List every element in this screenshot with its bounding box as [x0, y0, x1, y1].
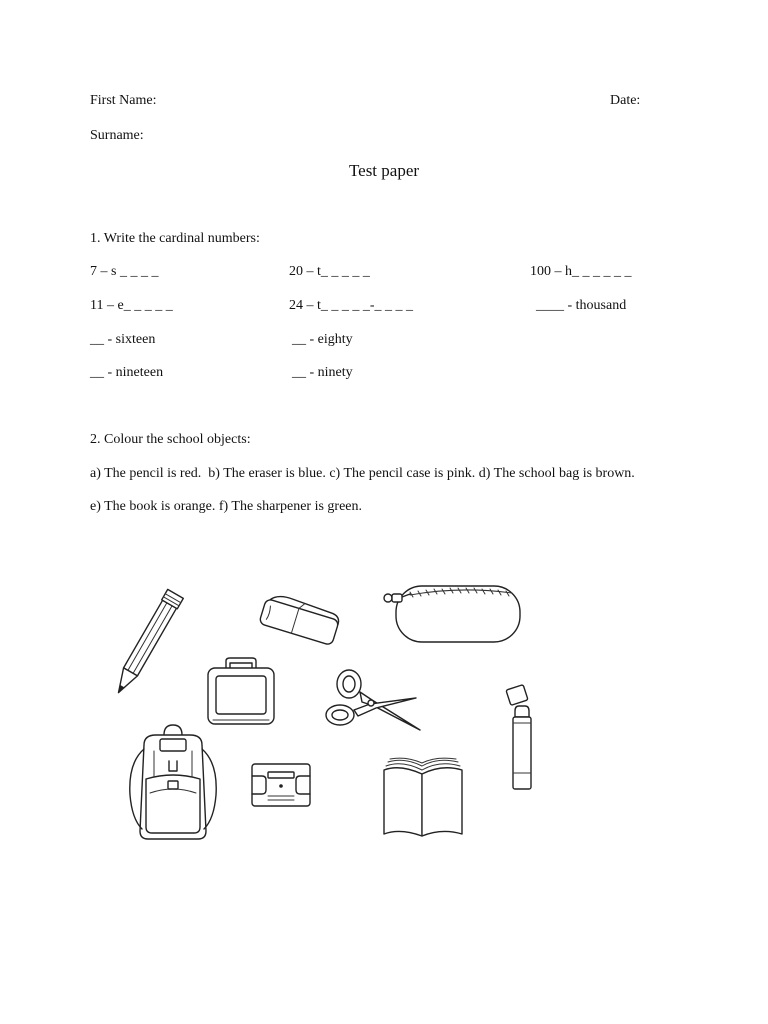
number-item: __ - ninety: [292, 365, 353, 380]
surname-label: Surname:: [90, 128, 144, 143]
school-bag-illustration: [124, 723, 222, 843]
book-illustration: [380, 756, 466, 840]
number-item: __ - eighty: [292, 332, 353, 347]
number-item: __ - nineteen: [90, 365, 164, 380]
number-item: 11 – e_ _ _ _ _: [90, 298, 173, 313]
sharpener-illustration: [248, 760, 314, 810]
pencil-case-illustration: [380, 580, 524, 646]
number-item: __ - sixteen: [90, 332, 156, 347]
date-label: Date:: [610, 93, 641, 108]
exercise-2-line-2: e) The book is orange. f) The sharpener is green.: [90, 499, 362, 514]
scissors-illustration: [324, 666, 422, 736]
glue-stick-illustration: [500, 683, 540, 793]
exercise-2-instruction: 2. Colour the school objects:: [90, 432, 251, 447]
lunch-box-illustration: [206, 656, 276, 728]
number-item: ____ - thousand: [536, 298, 627, 313]
page-title: Test paper: [348, 161, 420, 180]
first-name-label: First Name:: [90, 93, 157, 108]
eraser-illustration: [257, 595, 341, 649]
number-item: 20 – t_ _ _ _ _: [289, 264, 370, 279]
number-item: 24 – t_ _ _ _ _-_ _ _ _: [289, 298, 414, 313]
number-item: 7 – s _ _ _ _: [90, 264, 159, 279]
number-item: 100 – h_ _ _ _ _ _: [530, 264, 632, 279]
exercise-1-instruction: 1. Write the cardinal numbers:: [90, 231, 260, 246]
exercise-2-line-1: a) The pencil is red. b) The eraser is blue. c) The pencil case is pink. d) The school bag is brown.: [90, 466, 635, 481]
pencil-illustration: [104, 584, 188, 706]
